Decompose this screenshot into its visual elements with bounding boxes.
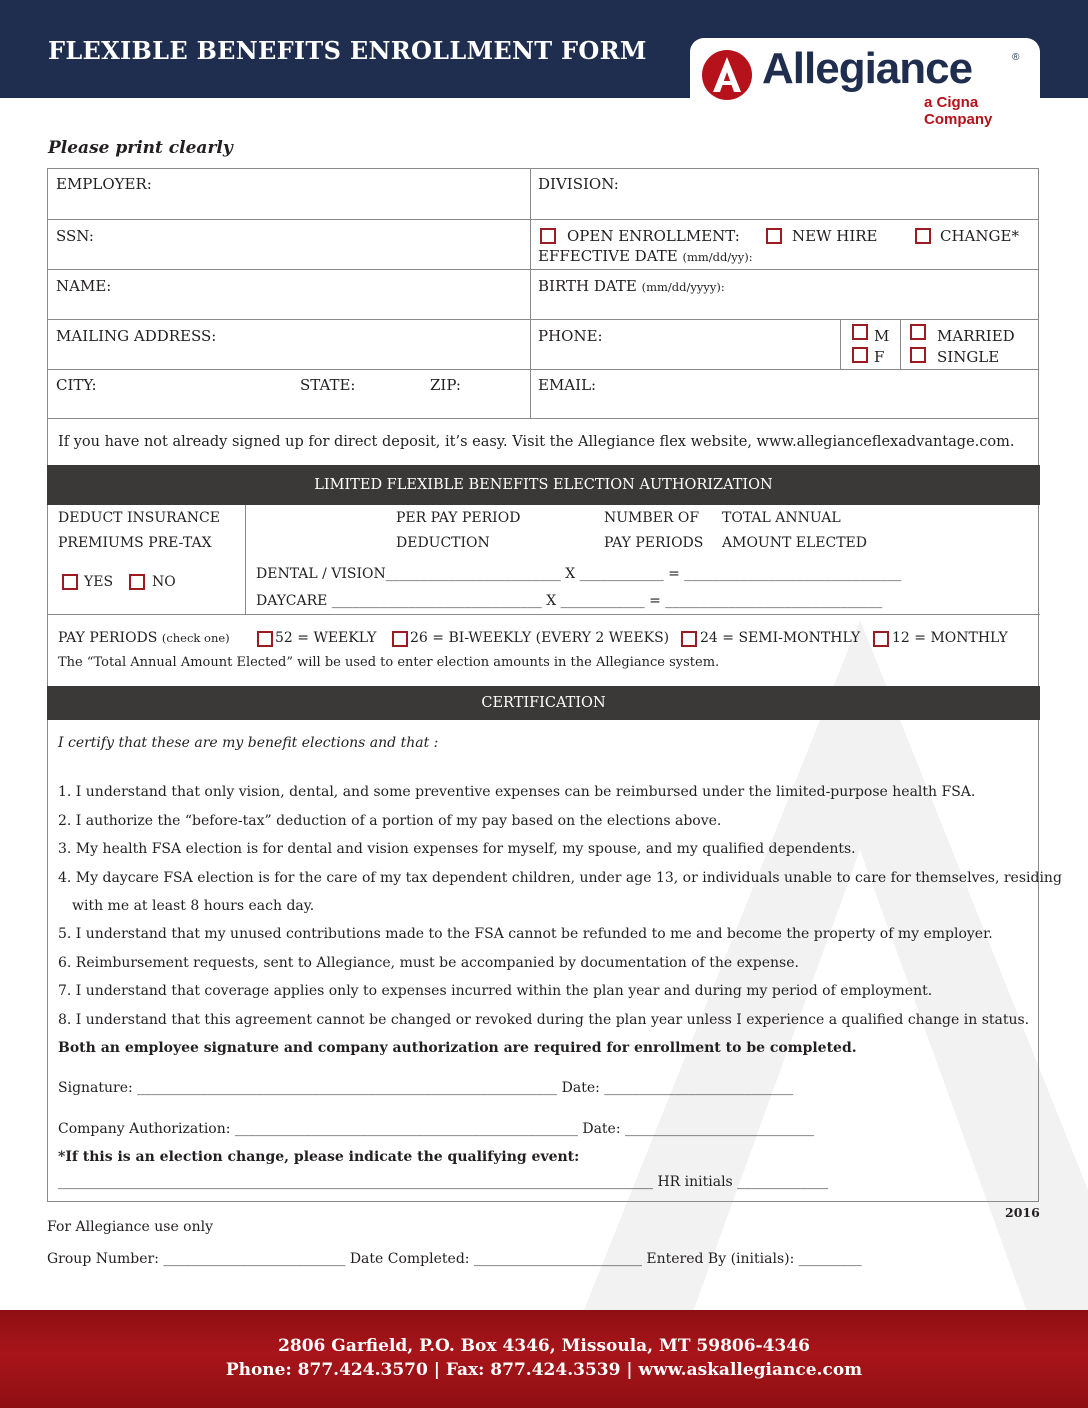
form-title: FLEXIBLE BENEFITS ENROLLMENT FORM — [48, 36, 647, 65]
division-field[interactable]: DIVISION: — [538, 175, 619, 193]
election-change-note: *If this is an election change, please indicate the qualifying event: — [58, 1149, 580, 1165]
change-label: CHANGE* — [940, 227, 1019, 245]
name-field[interactable]: NAME: — [56, 277, 112, 295]
cert-item-4-continued: with me at least 8 hours each day. — [72, 898, 315, 914]
change-checkbox[interactable] — [915, 228, 931, 244]
female-checkbox[interactable] — [852, 347, 868, 363]
per-pay-header-2: DEDUCTION — [396, 535, 490, 551]
state-field[interactable]: STATE: — [300, 376, 356, 394]
weekly-label: 52 = WEEKLY — [275, 630, 377, 646]
deduct-insurance-label-1: DEDUCT INSURANCE — [58, 510, 220, 526]
num-periods-header-1: NUMBER OF — [604, 510, 700, 526]
monthly-label: 12 = MONTHLY — [892, 630, 1008, 646]
cert-item-5: 5. I understand that my unused contributions made to the FSA cannot be refunded to me and become the property of my employer. — [58, 926, 993, 942]
cert-item-2: 2. I authorize the “before-tax” deduction of a portion of my pay based on the elections above. — [58, 813, 722, 829]
zip-field[interactable]: ZIP: — [430, 376, 461, 394]
email-field[interactable]: EMAIL: — [538, 376, 597, 394]
semimonthly-label: 24 = SEMI-MONTHLY — [700, 630, 861, 646]
phone-field[interactable]: PHONE: — [538, 327, 603, 345]
city-field[interactable]: CITY: — [56, 376, 97, 394]
office-use-label: For Allegiance use only — [47, 1219, 214, 1235]
new-hire-label: NEW HIRE — [792, 227, 878, 245]
married-checkbox[interactable] — [910, 324, 926, 340]
print-clearly-note: Please print clearly — [48, 138, 233, 158]
employer-field[interactable]: EMPLOYER: — [56, 175, 152, 193]
direct-deposit-note: If you have not already signed up for direct deposit, it’s easy. Visit the Allegiance flex website, www.allegianceflexadvantage.com. — [58, 434, 1015, 450]
biweekly-checkbox[interactable] — [392, 631, 408, 647]
logo-wordmark: Allegiance — [762, 44, 973, 93]
footer-address: 2806 Garfield, P.O. Box 4346, Missoula, MT 59806-4346 — [278, 1336, 810, 1356]
registered-mark: ® — [1012, 52, 1020, 63]
deduct-insurance-label-2: PREMIUMS PRE-TAX — [58, 535, 212, 551]
single-label: SINGLE — [937, 348, 1000, 366]
per-pay-header-1: PER PAY PERIOD — [396, 510, 521, 526]
cert-item-3: 3. My health FSA election is for dental and vision expenses for myself, my spouse, and my qualified dependents. — [58, 841, 856, 857]
single-checkbox[interactable] — [910, 347, 926, 363]
pretax-no-checkbox[interactable] — [129, 574, 145, 590]
weekly-checkbox[interactable] — [257, 631, 273, 647]
married-label: MARRIED — [937, 327, 1015, 345]
mailing-address-field[interactable]: MAILING ADDRESS: — [56, 327, 217, 345]
biweekly-label: 26 = BI-WEEKLY (EVERY 2 WEEKS) — [410, 630, 670, 646]
pretax-yes-label: YES — [84, 574, 114, 590]
female-label: F — [874, 348, 885, 366]
allegiance-a-icon — [700, 48, 754, 102]
daycare-row[interactable]: DAYCARE ______________________________ X ____________ = _______________________________ — [256, 593, 883, 609]
cert-item-4: 4. My daycare FSA election is for the care of my tax dependent children, under age 13, or individuals unable to care for themselves, residing — [58, 870, 1062, 886]
election-section-header: LIMITED FLEXIBLE BENEFITS ELECTION AUTHORIZATION — [47, 465, 1040, 505]
logo-tagline: a Cigna Company — [924, 94, 993, 128]
effective-date-field[interactable] — [538, 247, 753, 265]
cert-item-7: 7. I understand that coverage applies only to expenses incurred within the plan year and during my period of employment. — [58, 983, 933, 999]
birth-date-label: BIRTH DATE — [538, 277, 637, 295]
footer-contact: Phone: 877.424.3570 | Fax: 877.424.3539 | www.askallegiance.com — [225, 1360, 863, 1380]
cert-item-8: 8. I understand that this agreement cannot be changed or revoked during the plan year unless I experience a qualified change in status. — [58, 1012, 1030, 1028]
dental-vision-row[interactable]: DENTAL / VISION_________________________ X ____________ = _______________________________ — [256, 566, 902, 582]
open-enrollment-label: OPEN ENROLLMENT: — [567, 227, 740, 245]
cert-item-6: 6. Reimbursement requests, sent to Allegiance, must be accompanied by documentation of the expense. — [58, 955, 799, 971]
semimonthly-checkbox[interactable] — [681, 631, 697, 647]
effective-date-label: EFFECTIVE DATE — [538, 247, 678, 265]
certify-intro: I certify that these are my benefit elections and that : — [58, 735, 439, 751]
cert-item-1: 1. I understand that only vision, dental, and some preventive expenses can be reimbursed under the limited-purpose health FSA. — [58, 784, 976, 800]
certification-section-header: CERTIFICATION — [47, 686, 1040, 720]
new-hire-checkbox[interactable] — [766, 228, 782, 244]
total-annual-header-2: AMOUNT ELECTED — [722, 535, 867, 551]
num-periods-header-2: PAY PERIODS — [604, 535, 704, 551]
signature-required-note: Both an employee signature and company authorization are required for enrollment to be completed. — [58, 1040, 857, 1056]
male-checkbox[interactable] — [852, 324, 868, 340]
signature-line[interactable]: Signature: ____________________________________________________________ Date: ___________________________ — [58, 1080, 794, 1096]
monthly-checkbox[interactable] — [873, 631, 889, 647]
office-use-line[interactable]: Group Number: __________________________ Date Completed: ________________________ Entered By (initials): _________ — [47, 1251, 862, 1267]
total-annual-header-1: TOTAL ANNUAL — [722, 510, 841, 526]
total-amount-note: The “Total Annual Amount Elected” will be used to enter election amounts in the Allegiance system. — [58, 655, 720, 670]
allegiance-logo — [690, 38, 1040, 128]
company-authorization-line[interactable]: Company Authorization: _________________________________________________ Date: ___________________________ — [58, 1121, 815, 1137]
qualifying-event-line[interactable]: _____________________________________________________________________________________ HR initials _____________ — [58, 1174, 829, 1190]
page-footer — [0, 1310, 1088, 1408]
pay-periods-label — [58, 630, 230, 646]
page-header — [0, 0, 1088, 128]
pretax-no-label: NO — [152, 574, 176, 590]
effective-date-format: (mm/dd/yy): — [682, 250, 753, 264]
ssn-field[interactable]: SSN: — [56, 227, 94, 245]
pretax-yes-checkbox[interactable] — [62, 574, 78, 590]
male-label: M — [874, 327, 890, 345]
check-one-text: (check one) — [161, 631, 230, 645]
open-enrollment-checkbox[interactable] — [540, 228, 556, 244]
birth-date-format: (mm/dd/yyyy): — [641, 280, 725, 294]
birth-date-field[interactable] — [538, 277, 725, 295]
form-year: 2016 — [1005, 1205, 1040, 1220]
pay-periods-text: PAY PERIODS — [58, 630, 158, 646]
